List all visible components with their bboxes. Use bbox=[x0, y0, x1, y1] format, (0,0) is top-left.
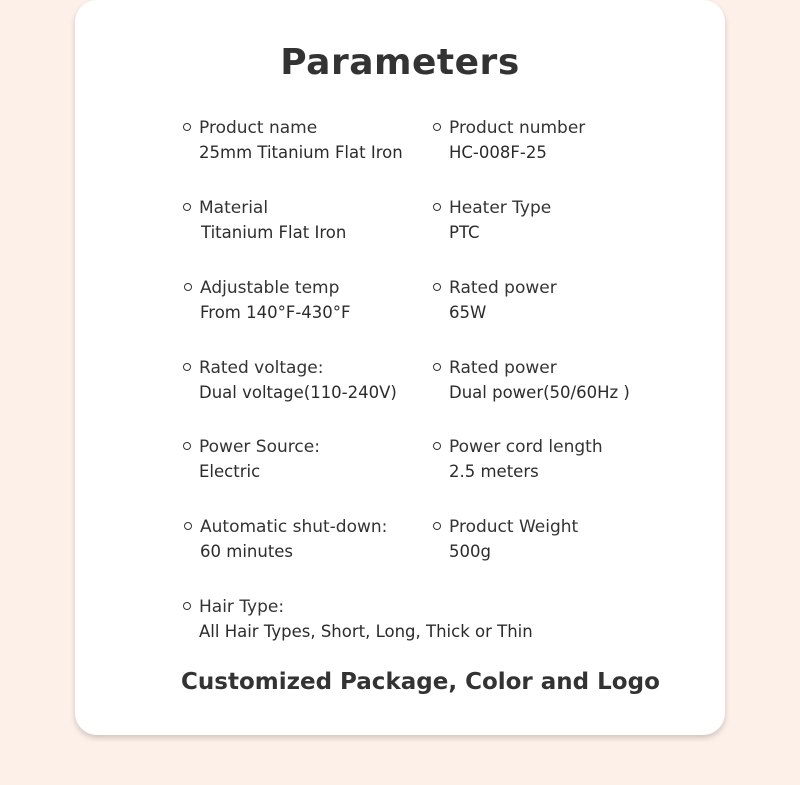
param-value: 65W bbox=[449, 303, 487, 322]
circle-bullet-icon bbox=[433, 283, 441, 291]
circle-bullet-icon bbox=[183, 602, 191, 610]
param-heater-type bbox=[449, 196, 699, 246]
footer-tagline: Customized Package, Color and Logo bbox=[181, 669, 660, 695]
param-value: Electric bbox=[199, 462, 261, 481]
circle-bullet-icon bbox=[433, 203, 441, 211]
circle-bullet-icon bbox=[183, 123, 191, 131]
param-label: Automatic shut-down: bbox=[200, 517, 388, 537]
param-automatic-shut-down bbox=[200, 515, 450, 565]
param-value: 2.5 meters bbox=[449, 462, 539, 481]
param-product-number bbox=[449, 116, 699, 166]
circle-bullet-icon bbox=[433, 363, 441, 371]
param-label: Power Source: bbox=[199, 437, 320, 457]
param-hair-type bbox=[199, 595, 619, 645]
param-label: Rated voltage: bbox=[199, 358, 324, 378]
param-product-weight bbox=[449, 515, 699, 565]
param-adjustable-temp bbox=[200, 276, 450, 326]
circle-bullet-icon bbox=[183, 363, 191, 371]
param-value: HC-008F-25 bbox=[449, 143, 547, 162]
circle-bullet-icon bbox=[184, 283, 192, 291]
param-value: Dual power(50/60Hz ) bbox=[449, 383, 630, 402]
param-label: Rated power bbox=[449, 358, 557, 378]
param-value: 60 minutes bbox=[200, 542, 294, 561]
param-power-source bbox=[199, 435, 449, 485]
param-value: All Hair Types, Short, Long, Thick or Thin bbox=[199, 622, 533, 641]
param-value: 25mm Titanium Flat Iron bbox=[199, 143, 403, 162]
circle-bullet-icon bbox=[183, 442, 191, 450]
circle-bullet-icon bbox=[433, 442, 441, 450]
param-product-name bbox=[199, 116, 449, 166]
circle-bullet-icon bbox=[433, 522, 441, 530]
param-rated-power-frequency bbox=[449, 356, 699, 406]
param-value: 500g bbox=[449, 542, 491, 561]
param-label: Heater Type bbox=[449, 198, 552, 218]
param-material bbox=[199, 196, 449, 246]
parameters-card bbox=[75, 0, 725, 735]
param-label: Material bbox=[199, 198, 269, 218]
param-label: Product Weight bbox=[449, 517, 579, 537]
param-power-cord-length bbox=[449, 435, 699, 485]
circle-bullet-icon bbox=[183, 203, 191, 211]
param-label: Power cord length bbox=[449, 437, 603, 457]
param-rated-voltage bbox=[199, 356, 449, 406]
param-value: Dual voltage(110-240V) bbox=[199, 383, 397, 402]
param-label: Product name bbox=[199, 118, 318, 138]
page-title: Parameters bbox=[280, 42, 520, 83]
param-label: Adjustable temp bbox=[200, 278, 340, 298]
param-value: PTC bbox=[449, 223, 480, 242]
param-label: Rated power bbox=[449, 278, 557, 298]
circle-bullet-icon bbox=[184, 522, 192, 530]
param-rated-power bbox=[449, 276, 699, 326]
circle-bullet-icon bbox=[433, 123, 441, 131]
param-value: Titanium Flat Iron bbox=[201, 223, 347, 242]
param-label: Hair Type: bbox=[199, 597, 285, 617]
param-label: Product number bbox=[449, 118, 586, 138]
param-value: From 140°F-430°F bbox=[200, 303, 351, 322]
